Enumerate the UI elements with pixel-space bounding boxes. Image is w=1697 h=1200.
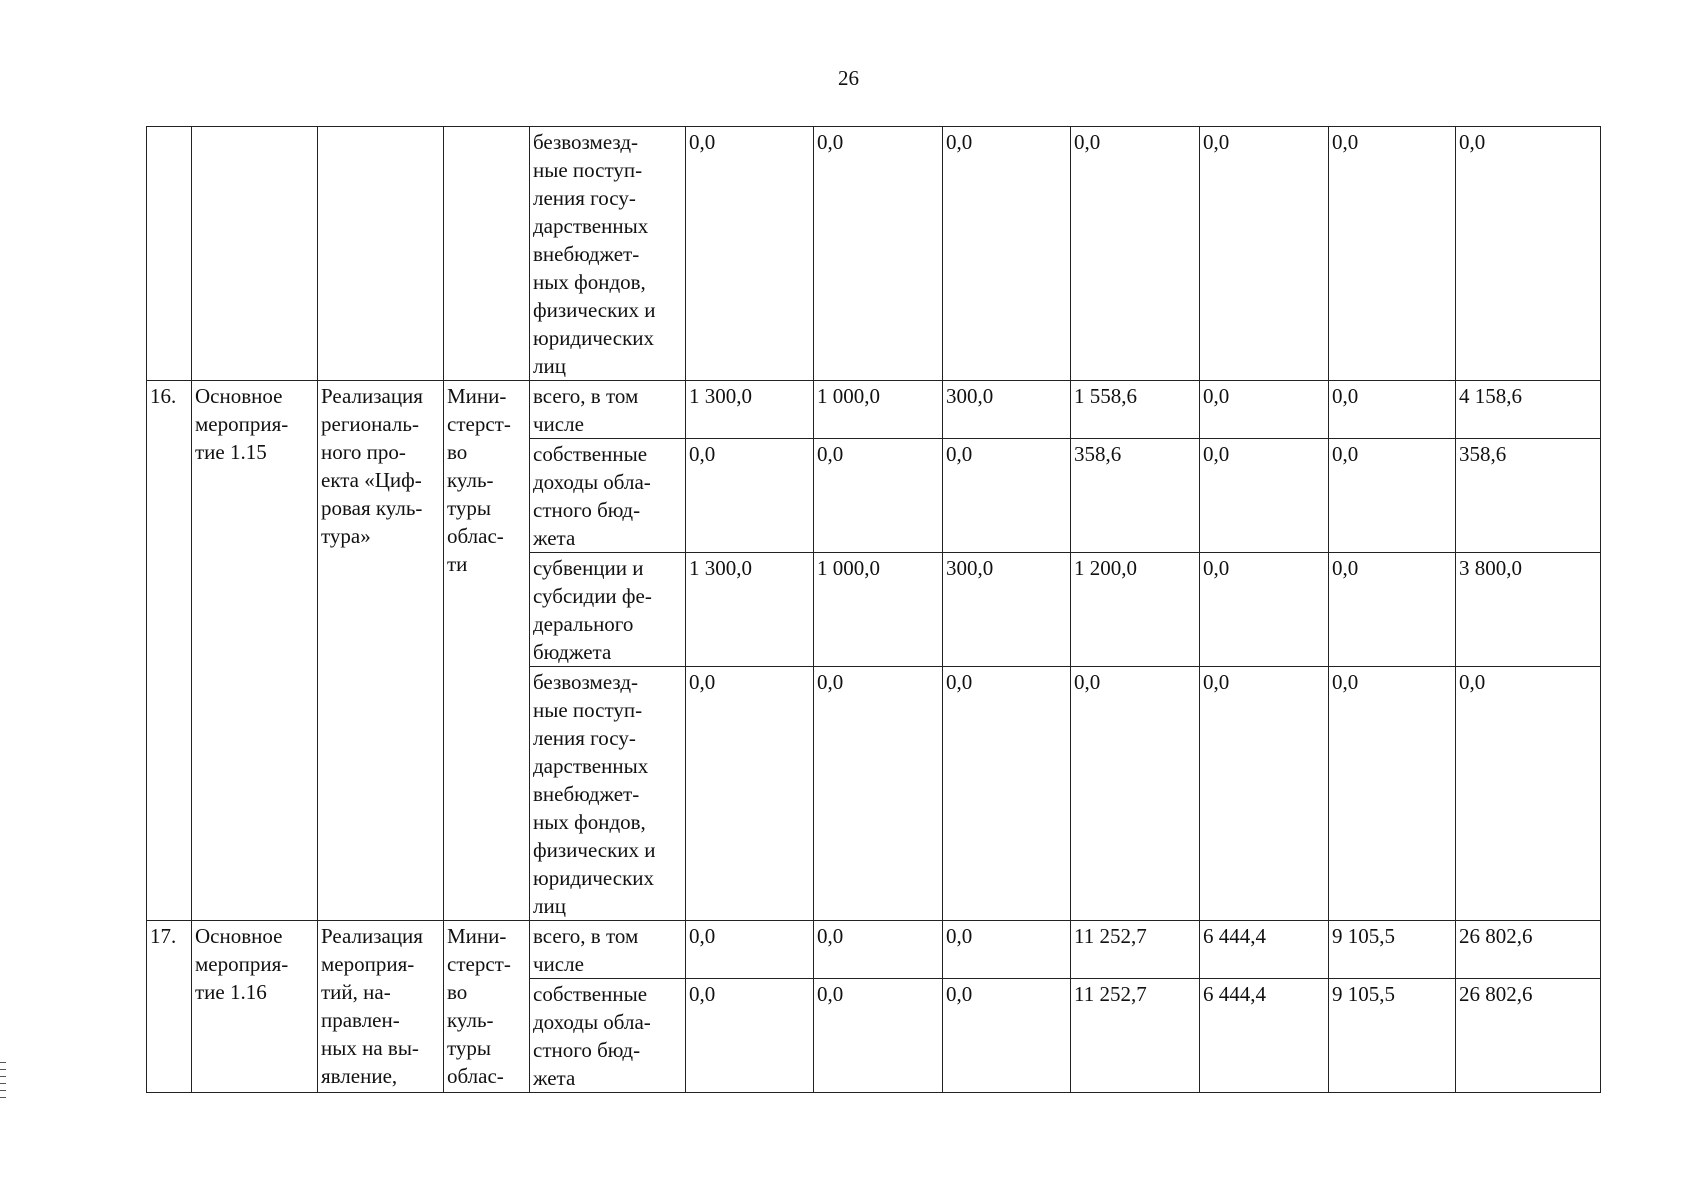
value-cell: 11 252,7 <box>1071 921 1200 979</box>
page-number: 26 <box>838 66 859 90</box>
value-cell: 0,0 <box>814 921 943 979</box>
executor-cell: Мини- стерст- во куль- туры облас- <box>444 921 530 1093</box>
value-cell: 0,0 <box>943 127 1071 381</box>
value-cell: 0,0 <box>686 921 814 979</box>
value-cell: 6 444,4 <box>1200 921 1329 979</box>
value-cell: 0,0 <box>1200 667 1329 921</box>
value-cell: 0,0 <box>814 667 943 921</box>
value-cell: 0,0 <box>1456 127 1601 381</box>
value-cell: 4 158,6 <box>1456 381 1601 439</box>
event-name-cell: Реализация региональ- ного про- екта «Циф- ровая куль- тура» <box>318 381 444 921</box>
value-cell: 0,0 <box>1200 127 1329 381</box>
value-cell: 300,0 <box>943 381 1071 439</box>
funding-source-cell: субвенции и субсидии фе- дерального бюджета <box>530 553 686 667</box>
value-cell: 0,0 <box>1200 439 1329 553</box>
row-number-cell: 16. <box>147 381 192 921</box>
table-row <box>147 921 1601 979</box>
value-cell: 358,6 <box>1071 439 1200 553</box>
funding-source-cell: всего, в том числе <box>530 921 686 979</box>
value-cell: 0,0 <box>814 439 943 553</box>
event-code-cell <box>192 127 318 381</box>
budget-table <box>146 126 1601 1093</box>
value-cell: 6 444,4 <box>1200 979 1329 1093</box>
value-cell: 0,0 <box>814 979 943 1093</box>
value-cell: 1 000,0 <box>814 553 943 667</box>
funding-source-cell: всего, в том числе <box>530 381 686 439</box>
value-cell: 0,0 <box>943 979 1071 1093</box>
funding-source-cell: безвозмезд- ные поступ- ления госу- дарственных внебюджет- ных фондов, физических и юридических лиц <box>530 127 686 381</box>
funding-source-cell: собственные доходы обла- стного бюд- жета <box>530 979 686 1093</box>
value-cell: 0,0 <box>943 921 1071 979</box>
value-cell: 0,0 <box>1329 127 1456 381</box>
value-cell: 0,0 <box>1071 667 1200 921</box>
value-cell: 1 300,0 <box>686 553 814 667</box>
value-cell: 300,0 <box>943 553 1071 667</box>
value-cell: 1 558,6 <box>1071 381 1200 439</box>
value-cell: 0,0 <box>1200 381 1329 439</box>
event-code-cell: Основное мероприя- тие 1.16 <box>192 921 318 1093</box>
value-cell: 0,0 <box>686 439 814 553</box>
value-cell: 9 105,5 <box>1329 979 1456 1093</box>
row-number-cell: 17. <box>147 921 192 1093</box>
value-cell: 0,0 <box>1200 553 1329 667</box>
value-cell: 3 800,0 <box>1456 553 1601 667</box>
value-cell: 0,0 <box>1329 553 1456 667</box>
value-cell: 0,0 <box>1071 127 1200 381</box>
value-cell: 9 105,5 <box>1329 921 1456 979</box>
executor-cell: Мини- стерст- во куль- туры облас- ти <box>444 381 530 921</box>
value-cell: 0,0 <box>943 667 1071 921</box>
value-cell: 1 300,0 <box>686 381 814 439</box>
funding-source-cell: собственные доходы обла- стного бюд- жета <box>530 439 686 553</box>
value-cell: 1 200,0 <box>1071 553 1200 667</box>
table-row <box>147 127 1601 381</box>
value-cell: 358,6 <box>1456 439 1601 553</box>
value-cell: 26 802,6 <box>1456 921 1601 979</box>
value-cell: 0,0 <box>1329 381 1456 439</box>
event-code-cell: Основное мероприя- тие 1.15 <box>192 381 318 921</box>
value-cell: 0,0 <box>1456 667 1601 921</box>
row-number-cell <box>147 127 192 381</box>
value-cell: 0,0 <box>814 127 943 381</box>
value-cell: 0,0 <box>1329 667 1456 921</box>
value-cell: 0,0 <box>686 667 814 921</box>
value-cell: 26 802,6 <box>1456 979 1601 1093</box>
event-name-cell: Реализация мероприя- тий, на- правлен- ных на вы- явление, <box>318 921 444 1093</box>
funding-source-cell: безвозмезд- ные поступ- ления госу- дарственных внебюджет- ных фондов, физических и юридических лиц <box>530 667 686 921</box>
value-cell: 0,0 <box>1329 439 1456 553</box>
value-cell: 0,0 <box>943 439 1071 553</box>
value-cell: 0,0 <box>686 979 814 1093</box>
event-name-cell <box>318 127 444 381</box>
table-row <box>147 381 1601 439</box>
value-cell: 0,0 <box>686 127 814 381</box>
value-cell: 1 000,0 <box>814 381 943 439</box>
scan-margin-marks <box>0 1062 6 1098</box>
value-cell: 11 252,7 <box>1071 979 1200 1093</box>
executor-cell <box>444 127 530 381</box>
